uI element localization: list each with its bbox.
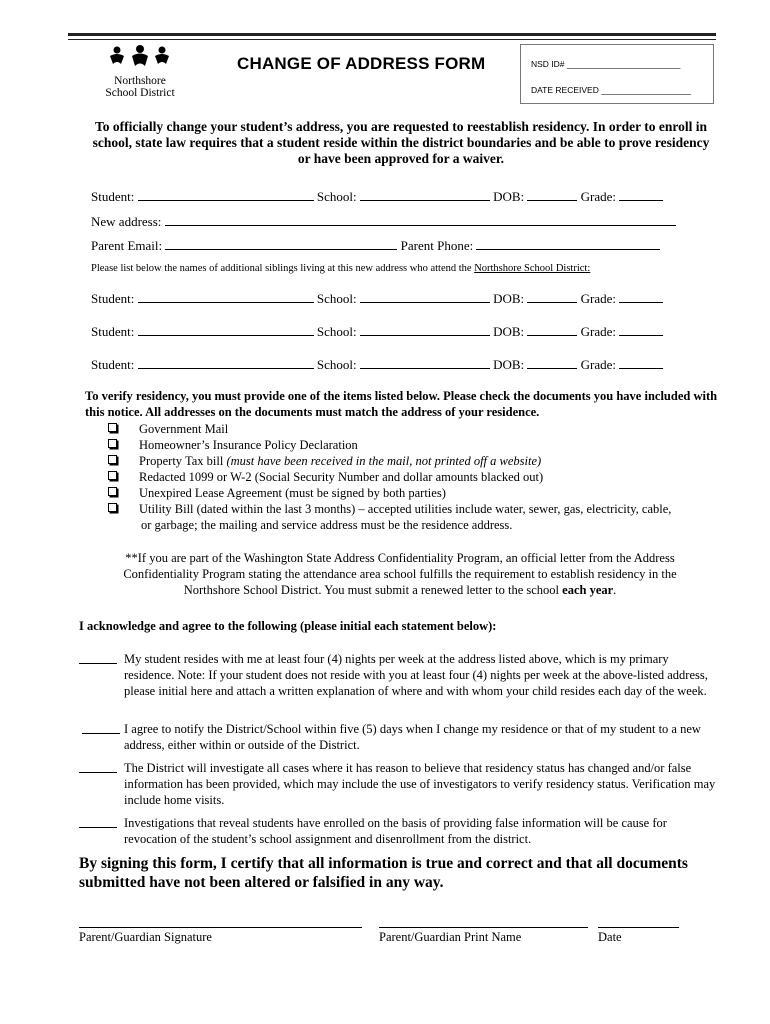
initial-field[interactable]	[82, 723, 120, 734]
date-label: Date	[598, 930, 622, 944]
document-label: Unexpired Lease Agreement (must be signed by both parties)	[139, 486, 446, 500]
grade-label: Grade:	[580, 189, 617, 204]
school-label: School:	[316, 324, 357, 339]
student-label: Student:	[91, 291, 135, 306]
initial-field[interactable]	[79, 653, 117, 664]
nsd-id-field[interactable]: NSD ID# ________________________	[531, 59, 681, 69]
grade-field[interactable]	[619, 356, 663, 369]
acp-note-text: **If you are part of the Washington State Address Confidentiality Program, an official letter from the Address Confidentiality Program stating the attendance area school fulfills the requirement to establish residency in the Northshore School District. You must submit a renewed letter to the school	[123, 551, 677, 597]
dob-label: DOB:	[493, 324, 525, 339]
sibling-row-1	[91, 290, 663, 307]
document-checkbox[interactable]	[108, 503, 117, 512]
statement-4	[79, 815, 719, 847]
document-checkbox[interactable]	[108, 455, 117, 464]
document-item	[108, 501, 728, 517]
document-item	[108, 437, 728, 453]
documents-list	[108, 421, 728, 533]
dob-field[interactable]	[527, 356, 577, 369]
grade-label: Grade:	[580, 357, 617, 372]
statement-text: Investigations that reveal students have enrolled on the basis of providing false information will be cause for revocation of the student’s school assignment and disenrollment from the district.	[124, 816, 667, 846]
parent-phone-label: Parent Phone:	[400, 238, 474, 253]
statement-text: I agree to notify the District/School within five (5) days when I change my residence or that of my student to a new address, either within or outside of the District.	[124, 722, 701, 752]
document-item	[108, 485, 728, 501]
new-address-field[interactable]	[165, 213, 676, 226]
student-label: Student:	[91, 189, 135, 204]
new-address-label: New address:	[91, 214, 162, 229]
siblings-note	[91, 263, 590, 274]
dob-field[interactable]	[527, 188, 577, 201]
school-label: School:	[316, 357, 357, 372]
document-checkbox[interactable]	[108, 423, 117, 432]
certify-statement: By signing this form, I certify that all information is true and correct and that all documents submitted have not been altered or falsified in any way.	[79, 855, 688, 891]
school-field[interactable]	[360, 323, 490, 336]
statement-3	[79, 760, 719, 808]
date-line[interactable]	[598, 926, 679, 928]
document-label: Homeowner’s Insurance Policy Declaration	[139, 438, 358, 452]
dob-label: DOB:	[493, 189, 525, 204]
statement-1	[79, 651, 719, 699]
sibling-row-2	[91, 323, 663, 340]
dob-label: DOB:	[493, 291, 525, 306]
top-rule-thick	[68, 33, 716, 36]
document-item	[108, 469, 728, 485]
verify-intro: To verify residency, you must provide one of the items listed below. Please check the documents you have included with this notice. All addresses on the documents must match the address of your residence.	[85, 389, 718, 419]
student-label: Student:	[91, 357, 135, 372]
sibling-row-3	[91, 356, 663, 373]
parent-phone-field[interactable]	[476, 237, 660, 250]
document-checkbox[interactable]	[108, 471, 117, 480]
student-field[interactable]	[138, 290, 314, 303]
document-label: Redacted 1099 or W-2 (Social Security Number and dollar amounts blacked out)	[139, 470, 544, 484]
intro-text: To officially change your student’s address, you are requested to reestablish residency. In order to enroll in school, state law requires that a student reside within the district boundaries and be able to prove residency or have been approved for a waiver.	[92, 119, 710, 166]
document-checkbox[interactable]	[108, 439, 117, 448]
acknowledge-heading: I acknowledge and agree to the following (please initial each statement below):	[79, 619, 497, 633]
form-title: CHANGE OF ADDRESS FORM	[237, 54, 486, 73]
school-field[interactable]	[360, 188, 490, 201]
school-label: School:	[316, 189, 357, 204]
statement-text: The District will investigate all cases where it has reason to believe that residency status has changed and/or false information has been provided, which may include the use of investigators to verify residency status. Verification may include home visits.	[124, 761, 716, 807]
document-note: (must have been received in the mail, not printed off a website)	[226, 454, 542, 468]
parent-email-label: Parent Email:	[91, 238, 163, 253]
initial-field[interactable]	[79, 762, 117, 773]
district-logo-icon	[95, 44, 185, 70]
document-item	[108, 453, 728, 469]
dob-field[interactable]	[527, 290, 577, 303]
document-label: Property Tax bill	[139, 454, 227, 468]
student-row-primary	[91, 188, 663, 205]
school-field[interactable]	[360, 356, 490, 369]
siblings-note-district: Northshore School District:	[474, 263, 591, 274]
document-item	[108, 421, 728, 437]
grade-field[interactable]	[619, 188, 663, 201]
district-logo	[95, 44, 185, 99]
student-label: Student:	[91, 324, 135, 339]
acp-note-emphasis: each year	[562, 583, 614, 597]
print-name-label: Parent/Guardian Print Name	[379, 930, 522, 944]
statement-2	[82, 721, 719, 753]
document-label: Government Mail	[139, 422, 229, 436]
document-item-continued: or garbage; the mailing and service address must be the residence address.	[141, 518, 513, 532]
new-address-row	[91, 213, 676, 230]
signature-line[interactable]	[79, 926, 362, 928]
school-label: School:	[316, 291, 357, 306]
school-field[interactable]	[360, 290, 490, 303]
statement-text: My student resides with me at least four (4) nights per week at the address listed above, which is my primary residence. Note: If your student does not reside with you at least four (4) nights per week at the above-listed address, please initial here and attach a written explanation of where and with whom your child resides each day of the week.	[124, 652, 708, 698]
parent-email-field[interactable]	[165, 237, 397, 250]
grade-label: Grade:	[580, 324, 617, 339]
document-checkbox[interactable]	[108, 487, 117, 496]
initial-field[interactable]	[79, 817, 117, 828]
grade-field[interactable]	[619, 290, 663, 303]
grade-field[interactable]	[619, 323, 663, 336]
siblings-note-text: Please list below the names of additional siblings living at this new address who attend the	[91, 263, 475, 274]
grade-label: Grade:	[580, 291, 617, 306]
student-field[interactable]	[138, 323, 314, 336]
org-name-line1: Northshore	[114, 75, 166, 87]
office-use-box	[520, 44, 714, 104]
signature-label: Parent/Guardian Signature	[79, 930, 212, 944]
date-received-field[interactable]: DATE RECEIVED ___________________	[531, 85, 692, 95]
print-name-line[interactable]	[379, 926, 588, 928]
top-rule-thin	[68, 39, 716, 40]
document-label: Utility Bill (dated within the last 3 months) – accepted utilities include water, sewer, gas, electricity, cable,	[139, 502, 672, 516]
acp-note-end: .	[613, 583, 617, 597]
org-name-line2: School District	[105, 87, 175, 99]
student-field[interactable]	[138, 356, 314, 369]
parent-contact-row	[91, 237, 660, 254]
student-field[interactable]	[138, 188, 314, 201]
dob-field[interactable]	[527, 323, 577, 336]
acp-note	[100, 550, 700, 598]
dob-label: DOB:	[493, 357, 525, 372]
